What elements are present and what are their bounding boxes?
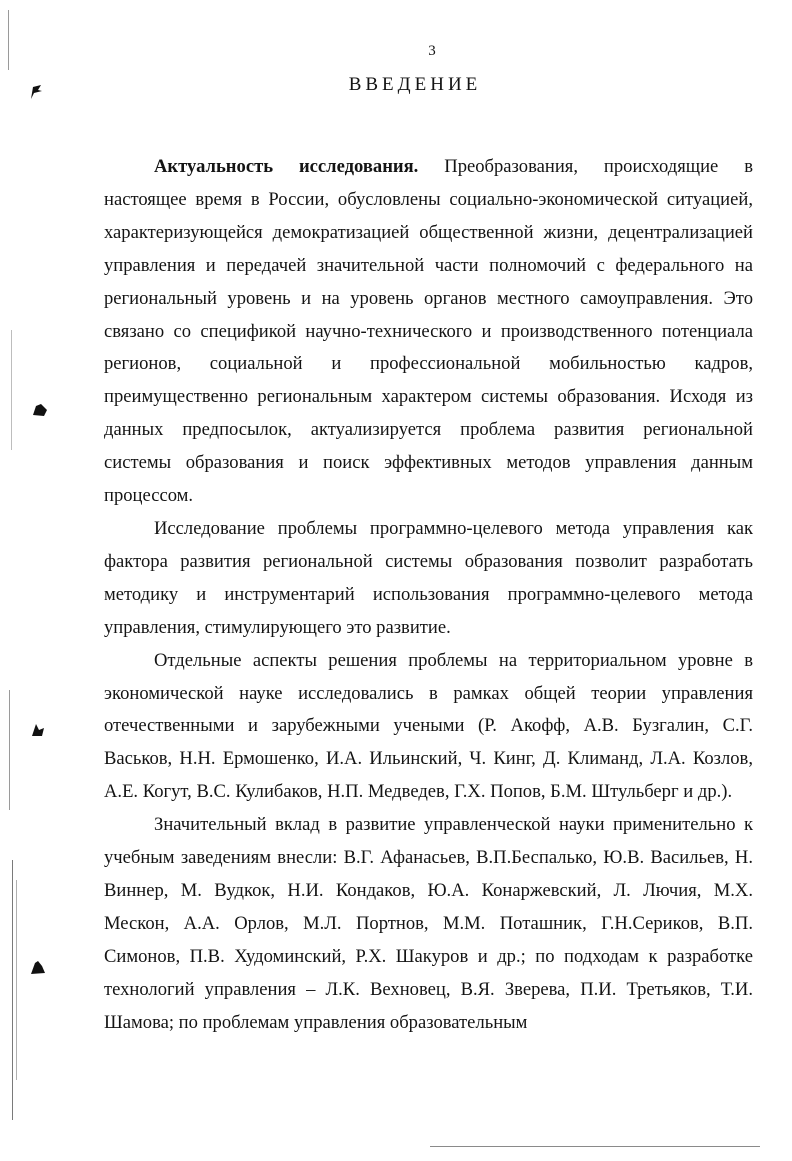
scan-edge-line	[16, 880, 17, 1080]
scan-edge-line	[11, 330, 12, 450]
paragraph-lead: Актуальность исследования.	[154, 156, 419, 177]
body-text	[104, 151, 753, 1039]
scan-edge-line	[8, 10, 9, 70]
scan-edge-line	[12, 860, 13, 1120]
paragraph-text: Преобразования, происходящие в настоящее время в России, обусловлены социально-экономической ситуацией, характеризующейся демократизацией общественной жизни, децентрализацией управления и передачей значительной части полномочий с федерального на региональный уровень и на уровень органов местного самоуправления. Это связано со спецификой научно-технического и производственного потенциала регионов, социальной и профессиональной мобильностью кадров, преимущественно региональным характером системы образования. Исходя из данных предпосылок, актуализируется проблема развития региональной системы образования и поиск эффективных методов управления данным процессом.	[104, 156, 753, 507]
scan-edge-line	[9, 690, 10, 810]
paragraph: Отдельные аспекты решения проблемы на территориальном уровне в экономической науке исследовались в рамках общей теории управления отечественными и зарубежными учеными (Р. Акофф, А.В. Бузгалин, С.Г. Васьков, Н.Н. Ермошенко, И.А. Ильинский, Ч. Кинг, Д. Климанд, Л.А. Козлов, А.Е. Когут, В.С. Кулибаков, Н.П. Медведев, Г.Х. Попов, Б.М. Штульберг и др.).	[104, 649, 753, 803]
paragraph: Исследование проблемы программно-целевого метода управления как фактора развития региональной системы образования позволит разработать методику и инструментарий использования программно-целевого метода управления, стимулирующего это развитие.	[104, 517, 753, 638]
page-title: ВВЕДЕНИЕ	[348, 74, 482, 95]
scan-bottom-line	[430, 1146, 760, 1147]
paragraph	[104, 151, 753, 513]
page-number: 3	[428, 43, 436, 59]
paragraph: Значительный вклад в развитие управленческой науки применительно к учебным заведениям внесли: В.Г. Афанасьев, В.П.Беспалько, Ю.В. Васильев, Н. Виннер, М. Вудкок, Н.И. Кондаков, Ю.А. Конаржевский, Л. Лючия, М.Х. Мескон, А.А. Орлов, М.Л. Портнов, М.М. Поташник, Г.Н.Сериков, В.П. Симонов, П.В. Худоминский, Р.Х. Шакуров и др.; по подходам к разработке технологий управления – Л.К. Вехновец, В.Я. Зверева, П.И. Третьяков, Т.И. Шамова; по проблемам управления образовательным	[104, 814, 753, 1033]
